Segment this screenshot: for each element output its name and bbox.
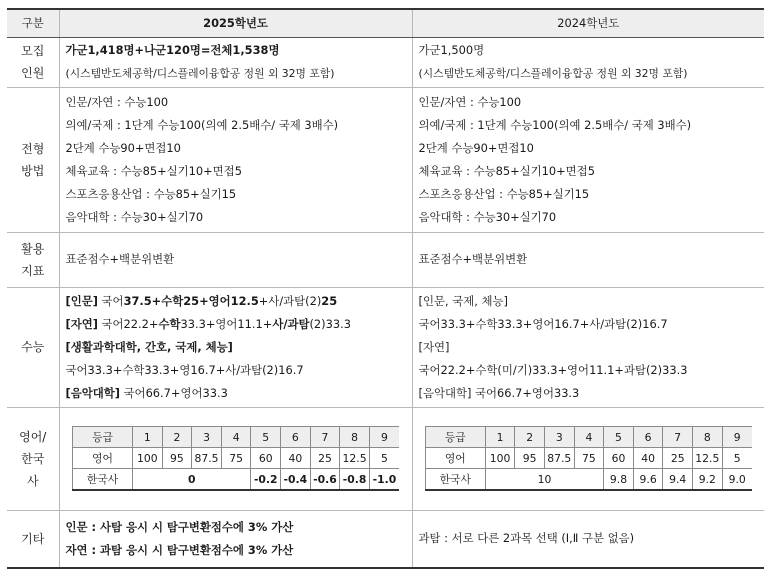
method-2025-line: 2단계 수능90+면접10	[65, 140, 181, 155]
grade-head-row: 등급 1 2 3 4 5 6 7 8 9	[425, 427, 752, 448]
header-2025: 2025학년도	[59, 9, 412, 37]
label-method: 전형 방법	[7, 87, 59, 232]
suneung-2025	[59, 287, 412, 407]
method-2025-line: 음악대학 : 수능30+실기70	[65, 209, 204, 224]
method-2025-line: 체육교육 : 수능85+실기10+면접5	[65, 163, 242, 178]
recruit-2024-main: 가군1,500명	[418, 43, 485, 57]
grade-history-row: 한국사 10 9.8 9.6 9.4 9.2 9.0	[425, 469, 752, 490]
index-2024: 표준점수+백분위변환	[412, 232, 764, 287]
method-2025-line: 인문/자연 : 수능100	[65, 94, 169, 109]
row-method	[7, 87, 764, 232]
index-2025: 표준점수+백분위변환	[59, 232, 412, 287]
method-2024-line: 2단계 수능90+면접10	[418, 140, 534, 155]
recruit-2025-note: (시스템반도체공학/디스플레이융합공 정원 외 32명 포함)	[65, 67, 335, 80]
recruit-2025	[59, 37, 412, 87]
suneung-2024-line: [인문, 국제, 체능]	[418, 293, 508, 308]
grade-english-row: 영어 100 95 87.5 75 60 40 25 12.5 5	[73, 448, 400, 469]
suneung-2025-lifesci-heading: [생활과학대학, 간호, 국제, 체능]	[65, 339, 233, 354]
recruit-2024	[412, 37, 764, 87]
header-2024: 2024학년도	[412, 9, 764, 37]
grade-table-2025-cell	[59, 407, 412, 510]
method-2024-line: 체육교육 : 수능85+실기10+면접5	[418, 163, 595, 178]
grade-table-2024	[425, 426, 752, 491]
suneung-2025-humanities: [인문] 국어37.5+수학25+영어12.5+사/과탐(2)25	[65, 293, 338, 308]
row-etc	[7, 510, 764, 568]
grade-table-2024-cell	[412, 407, 764, 510]
suneung-2024-line: [자연]	[418, 339, 450, 354]
row-suneung	[7, 287, 764, 407]
suneung-2025-lifesci: 국어33.3+수학33.3+영16.7+사/과탐(2)16.7	[65, 362, 304, 377]
suneung-2025-music: [음악대학] 국어66.7+영어33.3	[65, 385, 228, 400]
header-row	[7, 9, 764, 37]
method-2024-line: 인문/자연 : 수능100	[418, 94, 522, 109]
grade-history-row: 한국사 0 -0.2 -0.4 -0.6 -0.8 -1.0	[73, 469, 400, 490]
method-2025-line: 스포츠응용산업 : 수능85+실기15	[65, 186, 237, 201]
header-category: 구분	[7, 9, 59, 37]
label-recruit: 모집 인원	[7, 37, 59, 87]
suneung-2025-natural: [자연] 국어22.2+수학33.3+영어11.1+사/과탐(2)33.3	[65, 316, 351, 331]
method-2025	[59, 87, 412, 232]
admission-comparison-table	[7, 8, 764, 569]
recruit-2024-note: (시스템반도체공학/디스플레이융합공 정원 외 32명 포함)	[418, 67, 688, 80]
grade-table-2025	[72, 426, 399, 491]
method-2024-line: 의예/국제 : 1단계 수능100(의예 2.5배수/ 국제 3배수)	[418, 117, 692, 132]
label-english-history: 영어/ 한국 사	[7, 407, 59, 510]
suneung-2024-line: 국어22.2+수학(미/기)33.3+영어11.1+과탐(2)33.3	[418, 362, 688, 377]
method-2024-line: 스포츠응용산업 : 수능85+실기15	[418, 186, 590, 201]
suneung-2024-line: 국어33.3+수학33.3+영어16.7+사/과탐(2)16.7	[418, 316, 668, 331]
method-2024-line: 음악대학 : 수능30+실기70	[418, 209, 557, 224]
etc-2025-line: 자연 : 과탐 응시 시 탐구변환점수에 3% 가산	[65, 542, 294, 557]
row-recruit	[7, 37, 764, 87]
etc-2024: 과탐 : 서로 다른 2과목 선택 (Ⅰ,Ⅱ 구분 없음)	[412, 510, 764, 568]
row-english-history	[7, 407, 764, 510]
etc-2025-line: 인문 : 사탐 응시 시 탐구변환점수에 3% 가산	[65, 519, 294, 534]
label-suneung: 수능	[7, 287, 59, 407]
recruit-2025-main: 가군1,418명+나군120명=전체1,538명	[65, 43, 280, 57]
grade-english-row: 영어 100 95 87.5 75 60 40 25 12.5 5	[425, 448, 752, 469]
method-2025-line: 의예/국제 : 1단계 수능100(의예 2.5배수/ 국제 3배수)	[65, 117, 339, 132]
label-index: 활용 지표	[7, 232, 59, 287]
grade-head-row: 등급 1 2 3 4 5 6 7 8 9	[73, 427, 400, 448]
etc-2025	[59, 510, 412, 568]
label-etc: 기타	[7, 510, 59, 568]
method-2024	[412, 87, 764, 232]
suneung-2024-line: [음악대학] 국어66.7+영어33.3	[418, 385, 580, 400]
suneung-2024	[412, 287, 764, 407]
row-index	[7, 232, 764, 287]
